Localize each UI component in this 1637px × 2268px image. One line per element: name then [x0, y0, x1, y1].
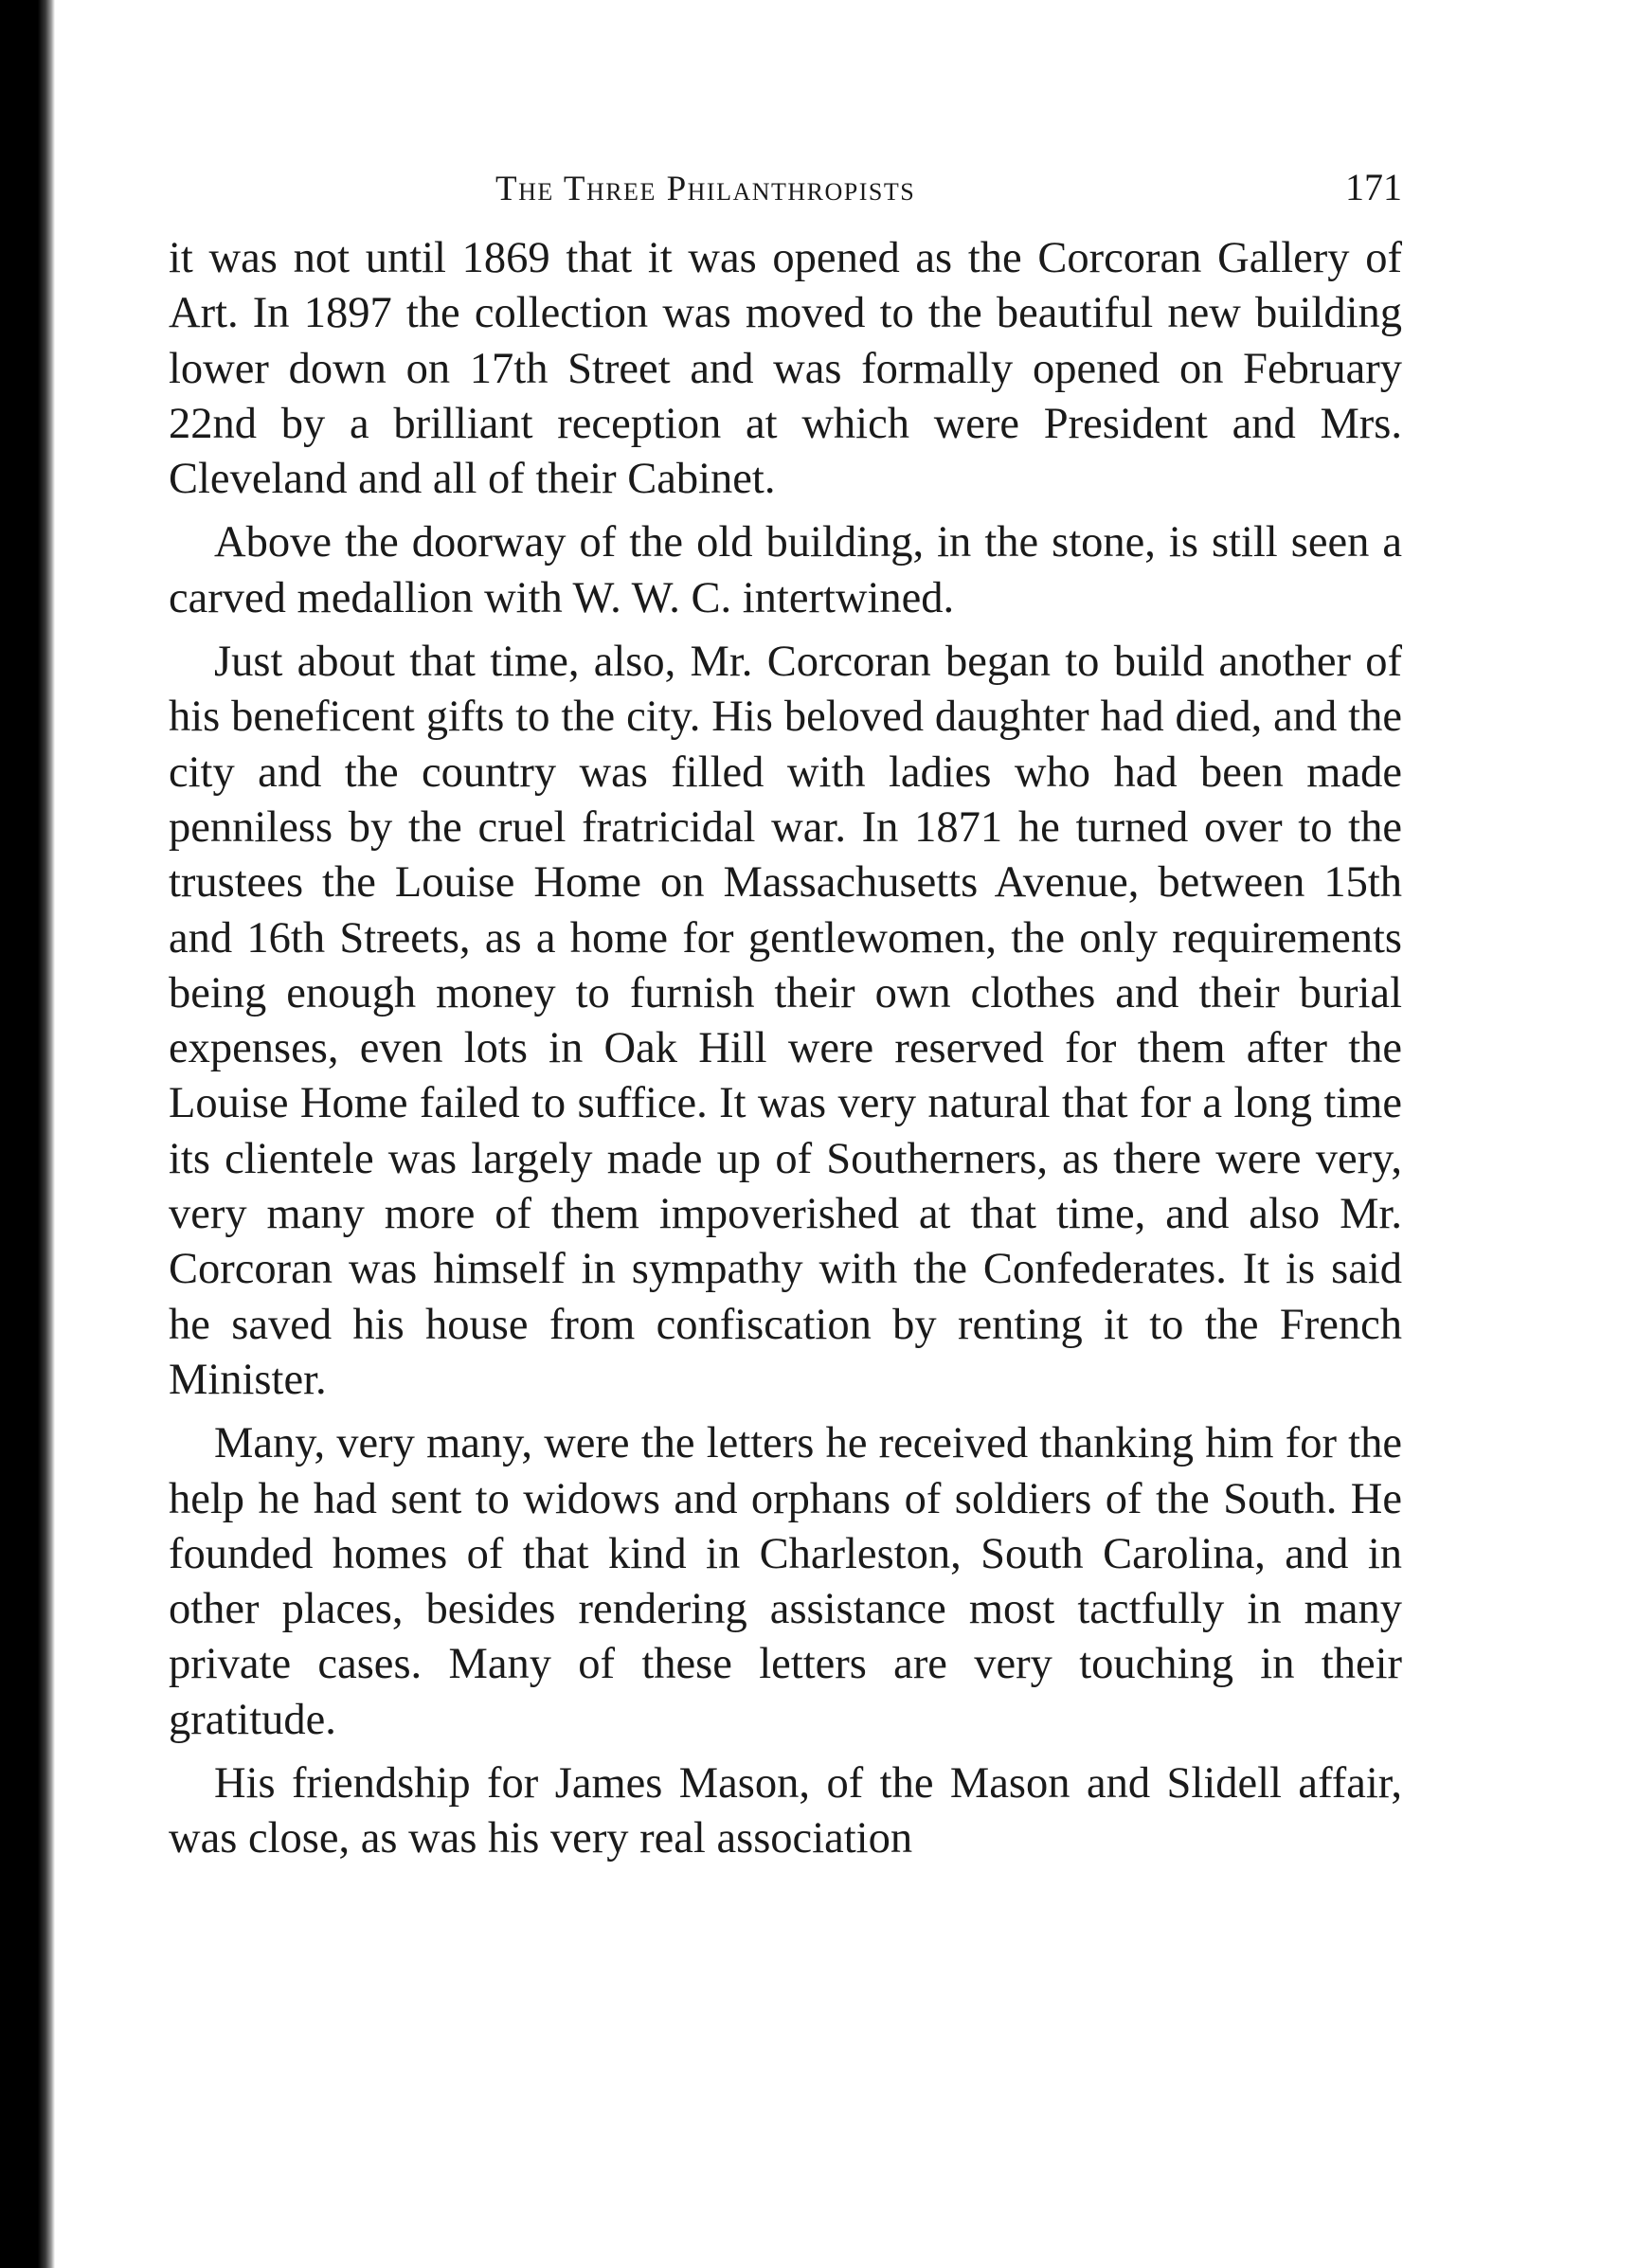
- page-number: 171: [1345, 166, 1402, 208]
- paragraph-2: Above the doorway of the old building, in the stone, is still seen a carved medallion with W. W. C. intertwined.: [169, 518, 1402, 622]
- paragraph-3: Just about that time, also, Mr. Corcoran began to build another of his beneficent gifts to the city. His beloved daughter had died, and the city and the country was filled with ladies who had been made penniless by the cruel fratricidal war. In 1871 he turned over to the trustees the Louise Home on Massachusetts Avenue, between 15th and 16th Streets, as a home for gentlewomen, the only requirements being enough money to furnish their own clothes and their burial expenses, even lots in Oak Hill were reserved for them after the Louise Home failed to suffice. It was very natural that for a long time its clientele was largely made up of Southerners, as there were very, very many more of them impoverished at that time, and also Mr. Corcoran was himself in sympathy with the Confederates. It is said he saved his house from confiscation by renting it to the French Minister.: [169, 638, 1402, 1404]
- paragraph-4: Many, very many, were the letters he received thanking him for the help he had sent to widows and orphans of soldiers of the South. He founded homes of that kind in Charleston, South Carolina, and in other places, besides rendering assistance most tactfully in many private cases. Many of these letters are very touching in their gratitude.: [169, 1419, 1402, 1744]
- book-page: [169, 161, 1402, 1876]
- running-header: [169, 161, 1402, 218]
- running-title: The Three Philanthropists: [495, 170, 916, 208]
- body-text: [169, 231, 1402, 1867]
- scan-binding-edge: [0, 0, 55, 2268]
- paragraph-1: it was not until 1869 that it was opened as the Corcoran Gallery of Art. In 1897 the collection was moved to the beautiful new building lower down on 17th Street and was formally opened on February 22nd by a brilliant reception at which were President and Mrs. Cleveland and all of their Cabinet.: [169, 234, 1402, 504]
- paragraph-5: His friendship for James Mason, of the Mason and Slidell affair, was close, as was his very real association: [169, 1759, 1402, 1863]
